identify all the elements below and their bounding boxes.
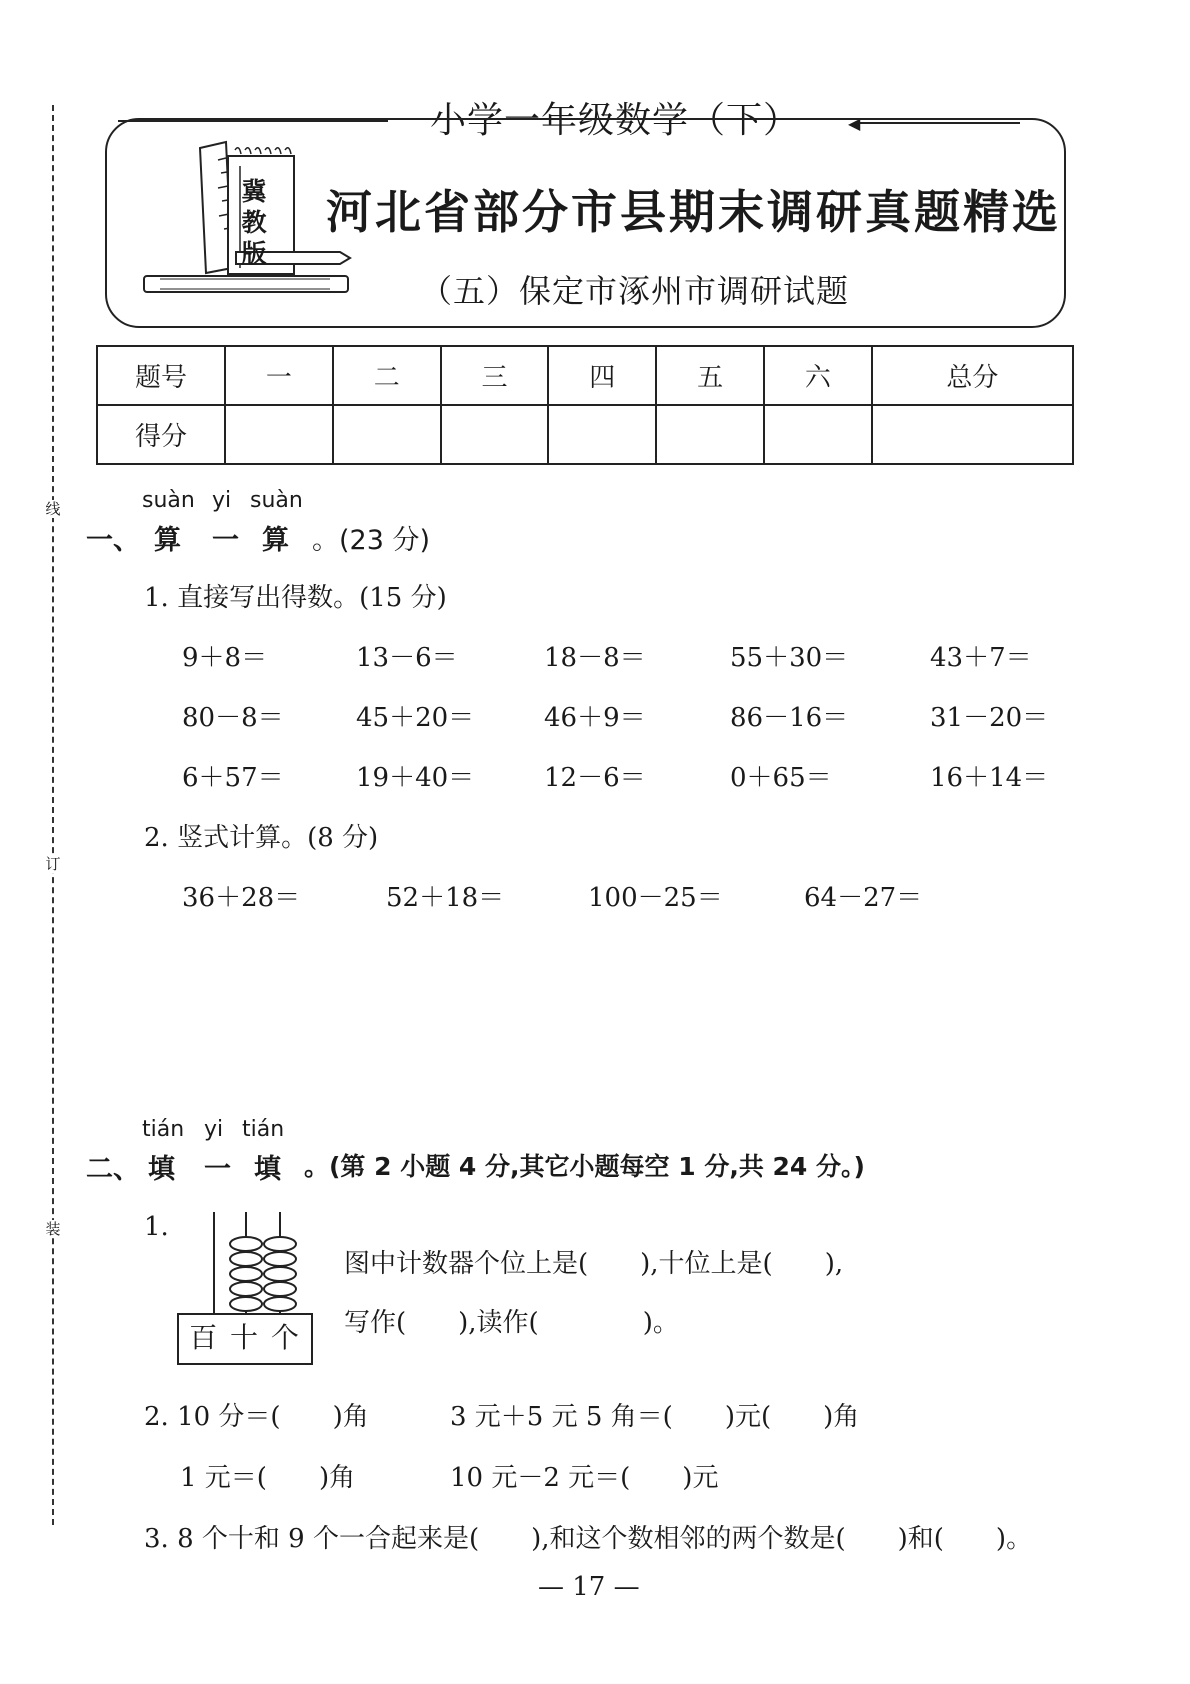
question-2-2-part-d: 10 元－2 元＝( )元 <box>450 1463 719 1493</box>
section2-score: 。(第 2 小题 4 分,其它小题每空 1 分,共 24 分。) <box>304 1152 865 1181</box>
series-title: 小学一年级数学（下） <box>430 100 801 141</box>
section2-char-1: 填 <box>148 1154 175 1185</box>
expression: 46＋9＝ <box>544 703 646 733</box>
table-cell: 题号 <box>97 346 225 405</box>
expression: 43＋7＝ <box>930 643 1032 673</box>
binding-char-top: 线 <box>45 500 61 518</box>
pinyin-yi: yi <box>204 1117 224 1142</box>
section1-score: 。(23 分) <box>312 525 431 556</box>
abacus-bead-ones <box>264 1267 296 1281</box>
score-table <box>96 345 1074 465</box>
score-cell[interactable] <box>872 405 1073 464</box>
abacus-bead-ones <box>264 1297 296 1311</box>
arrow-left-icon: ◀ <box>848 114 861 133</box>
question-2-3: 3. 8 个十和 9 个一合起来是( ),和这个数相邻的两个数是( )和( )。 <box>144 1524 1033 1554</box>
score-table-header-row <box>97 346 1073 405</box>
question-2-1-line2: 写作( ),读作( )。 <box>344 1308 679 1338</box>
question-2-2-part-a: 2. 10 分＝( )角 <box>144 1402 369 1432</box>
section1-number: 一、 <box>86 525 140 556</box>
pinyin-tian-1: tián <box>142 1117 185 1142</box>
expression: 55＋30＝ <box>730 643 849 673</box>
score-cell[interactable] <box>441 405 549 464</box>
expression: 6＋57＝ <box>182 763 284 793</box>
binding-char-bottom: 装 <box>45 1220 61 1238</box>
vertical-calc-item: 100－25＝ <box>588 883 723 913</box>
abacus-bead-group <box>230 1237 296 1311</box>
expression: 0＋65＝ <box>730 763 832 793</box>
expression: 19＋40＝ <box>356 763 475 793</box>
score-cell[interactable] <box>764 405 872 464</box>
question-2-1-line1: 图中计数器个位上是( ),十位上是( ), <box>344 1249 844 1279</box>
vertical-calc-item: 52＋18＝ <box>386 883 505 913</box>
section1-char-2: 一 <box>212 525 239 556</box>
score-table-score-row <box>97 405 1073 464</box>
question-2-2-part-b: 3 元＋5 元 5 角＝( )元( )角 <box>450 1402 860 1432</box>
abacus-bead-tens <box>230 1282 262 1296</box>
abacus-bead-ones <box>264 1282 296 1296</box>
expression: 9＋8＝ <box>182 643 268 673</box>
score-cell[interactable] <box>548 405 656 464</box>
binding-char-mid: 订 <box>45 855 61 873</box>
expression: 86－16＝ <box>730 703 849 733</box>
table-cell: 四 <box>548 346 656 405</box>
expression: 18－8＝ <box>544 643 646 673</box>
vertical-calc-item: 64－27＝ <box>804 883 923 913</box>
expression: 13－6＝ <box>356 643 458 673</box>
binding-dashed-line <box>52 105 54 1525</box>
abacus-bead-ones <box>264 1252 296 1266</box>
abacus-bead-ones <box>264 1237 296 1251</box>
abacus-place-labels: 百 十 个 <box>189 1321 301 1354</box>
expression: 80－8＝ <box>182 703 284 733</box>
score-cell[interactable] <box>225 405 333 464</box>
question-1-2: 2. 竖式计算。(8 分) <box>144 823 379 853</box>
expression: 45＋20＝ <box>356 703 475 733</box>
score-cell[interactable] <box>656 405 764 464</box>
pinyin-tian-2: tián <box>242 1117 285 1142</box>
abacus-bead-tens <box>230 1237 262 1251</box>
table-cell: 二 <box>333 346 441 405</box>
expression: 31－20＝ <box>930 703 1049 733</box>
section1-char-3: 算 <box>262 525 289 556</box>
abacus-bead-tens <box>230 1267 262 1281</box>
section1-char-1: 算 <box>154 525 181 556</box>
question-2-1-number: 1. <box>144 1212 169 1242</box>
main-title: 河北省部分市县期末调研真题精选 <box>326 185 1061 239</box>
page-number: — 17 — <box>538 1572 640 1602</box>
abacus-bead-tens <box>230 1252 262 1266</box>
expression: 16＋14＝ <box>930 763 1049 793</box>
table-cell: 总分 <box>872 346 1073 405</box>
table-cell: 六 <box>764 346 872 405</box>
table-cell: 五 <box>656 346 764 405</box>
pinyin-suan-1: suàn <box>142 488 195 513</box>
vertical-calc-item: 36＋28＝ <box>182 883 301 913</box>
section2-number: 二、 <box>86 1154 140 1185</box>
sub-title: （五）保定市涿州市调研试题 <box>420 272 850 310</box>
question-1-1: 1. 直接写出得数。(15 分) <box>144 583 447 613</box>
abacus-bead-tens <box>230 1297 262 1311</box>
section2-char-3: 填 <box>254 1154 281 1185</box>
pinyin-suan-2: suàn <box>250 488 303 513</box>
section2-char-2: 一 <box>204 1154 231 1185</box>
question-2-2-part-c: 1 元＝( )角 <box>180 1463 356 1493</box>
score-cell[interactable] <box>333 405 441 464</box>
pinyin-yi: yi <box>212 488 232 513</box>
table-cell: 得分 <box>97 405 225 464</box>
expression: 12－6＝ <box>544 763 646 793</box>
edition-label: 冀教版 <box>241 177 267 268</box>
table-cell: 三 <box>441 346 549 405</box>
table-cell: 一 <box>225 346 333 405</box>
